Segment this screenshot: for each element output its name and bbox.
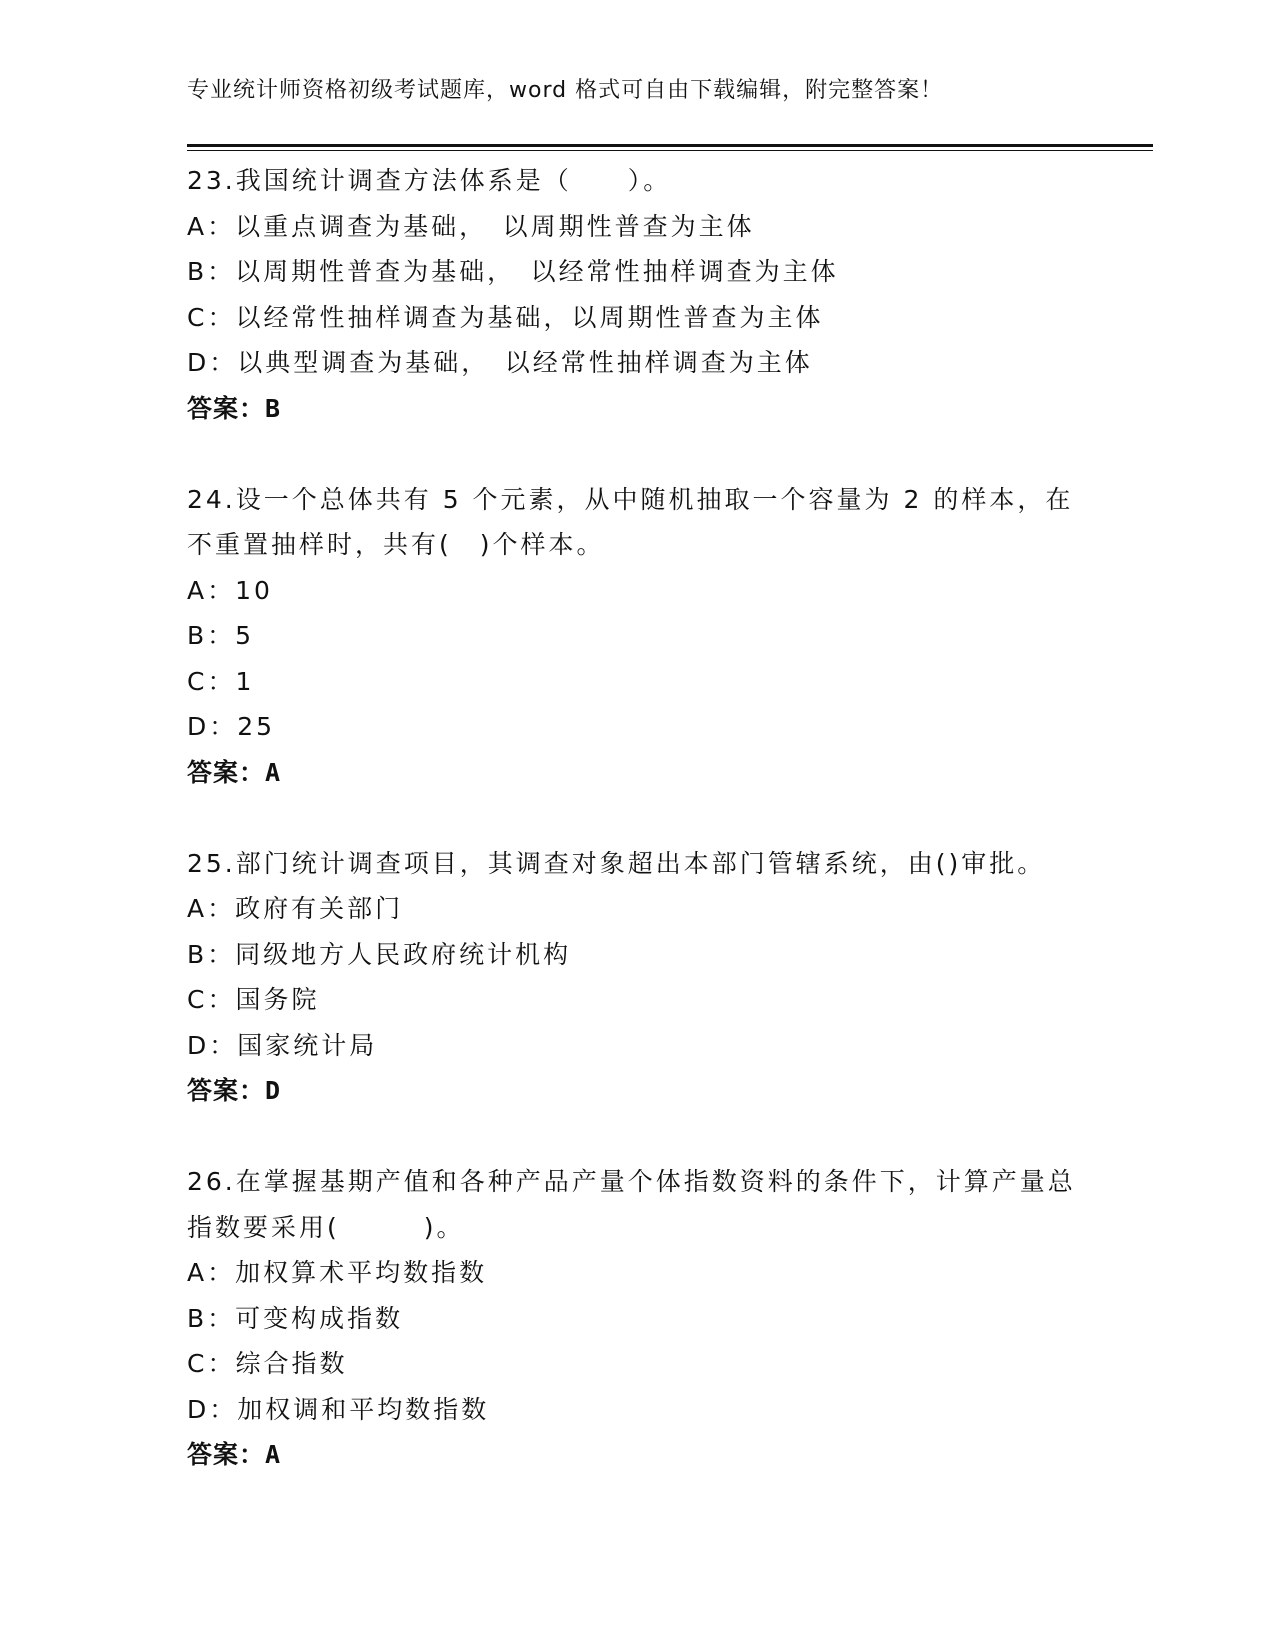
answer: 答案：A [187,757,282,787]
question-stem: 24.设一个总体共有 5 个元素，从中随机抽取一个容量为 2 的样本，在不重置抽样时，共有( )个样本。 [187,484,1074,559]
question-list [187,158,1087,1478]
question-26 [187,1159,1087,1478]
option-b: B：同级地方人民政府统计机构 [187,939,572,969]
question-stem: 25.部门统计调查项目，其调查对象超出本部门管辖系统，由()审批。 [187,848,1046,878]
option-c: C：以经常性抽样调查为基础，以周期性普查为主体 [187,302,824,332]
question-stem: 23.我国统计调查方法体系是（ ）。 [187,166,672,195]
question-gap [187,431,1087,477]
question-stem: 26.在掌握基期产值和各种产品产量个体指数资料的条件下，计算产量总指数要采用( )。 [187,1167,1076,1242]
answer: 答案：D [187,1076,282,1105]
option-b: B：5 [187,621,255,650]
page-header: 专业统计师资格初级考试题库，word 格式可自由下载编辑，附完整答案！ [187,78,944,103]
option-d: D：以典型调查为基础， 以经常性抽样调查为主体 [187,348,813,377]
question-23 [187,158,1087,431]
question-gap [187,1114,1087,1160]
answer: 答案：B [187,393,282,423]
option-a: A：10 [187,575,273,605]
option-d: D：加权调和平均数指数 [187,1394,490,1424]
option-a: A：以重点调查为基础， 以周期性普查为主体 [187,211,755,241]
option-c: C：国务院 [187,985,320,1014]
question-24 [187,477,1087,796]
question-gap [187,795,1087,841]
option-b: B：以周期性普查为基础， 以经常性抽样调查为主体 [187,257,839,286]
header-rule-thin [187,150,1153,151]
option-a: A：政府有关部门 [187,894,404,923]
option-c: C：综合指数 [187,1349,348,1378]
option-c: C：1 [187,666,255,696]
answer: 答案：A [187,1440,282,1469]
question-25 [187,841,1087,1114]
header-rule-thick [187,144,1153,147]
option-a: A：加权算术平均数指数 [187,1258,488,1287]
option-d: D：国家统计局 [187,1030,378,1060]
option-d: D：25 [187,712,276,741]
option-b: B：可变构成指数 [187,1303,404,1333]
